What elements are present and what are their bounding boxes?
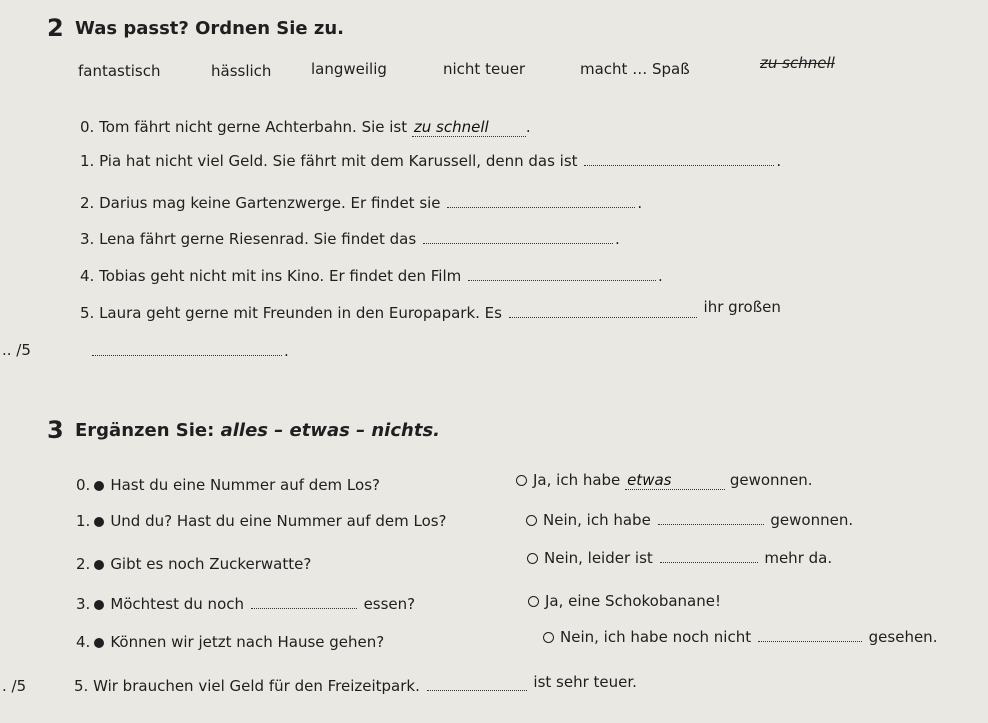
- sentence-text-after: ist sehr teuer.: [533, 673, 637, 691]
- question-text: Hast du eine Nummer auf dem Los?: [110, 476, 380, 494]
- answer-text-after: gesehen.: [868, 628, 938, 646]
- exercise-2-number: 2: [47, 14, 64, 42]
- sentence-text: 5. Laura geht gerne mit Freunden in den Europapark. Es: [80, 304, 502, 322]
- word-box-item: macht … Spaß: [580, 60, 690, 78]
- answer-blank[interactable]: [251, 594, 357, 609]
- exercise-3-title: [75, 420, 440, 441]
- speaker-b-bullet-icon: [516, 475, 527, 486]
- item-number: 0.: [76, 476, 91, 494]
- title-text: Ergänzen Sie:: [75, 420, 221, 441]
- sentence-end: .: [284, 342, 289, 360]
- dialog-question-0: [76, 476, 380, 494]
- speaker-a-bullet-icon: [94, 517, 104, 527]
- exercise-2-title: Was passt? Ordnen Sie zu.: [75, 18, 345, 39]
- sentence-end: .: [525, 118, 531, 136]
- sentence-text: 5. Wir brauchen viel Geld für den Freizeitpark.: [74, 677, 420, 695]
- speaker-b-bullet-icon: [528, 596, 539, 607]
- sentence-text: 0. Tom fährt nicht gerne Achterbahn. Sie ist: [80, 118, 408, 136]
- dialog-answer-0: [516, 471, 813, 490]
- title-words: alles – etwas – nichts.: [220, 420, 440, 441]
- sentence-4: [80, 266, 663, 285]
- dialog-answer-4: [543, 627, 937, 646]
- item-number: 2.: [76, 555, 91, 573]
- score-box: .. /5: [2, 341, 31, 359]
- sentence-end: .: [776, 152, 782, 170]
- question-text-after: essen?: [363, 595, 416, 613]
- speaker-b-bullet-icon: [543, 632, 554, 643]
- item-number: 1.: [76, 512, 91, 530]
- answer-blank[interactable]: [660, 548, 758, 563]
- score-box: . /5: [2, 677, 27, 695]
- handwritten-answer: zu schnell: [412, 118, 526, 137]
- sentence-end: .: [614, 230, 620, 248]
- sentence-3: [80, 229, 620, 248]
- dialog-answer-2: [527, 548, 832, 567]
- answer-blank[interactable]: [758, 627, 862, 642]
- sentence-text: 4. Tobias geht nicht mit ins Kino. Er findet den Film: [80, 267, 462, 285]
- answer-blank[interactable]: [427, 676, 527, 691]
- answer-text: Ja, eine Schokobanane!: [545, 592, 721, 610]
- speaker-a-bullet-icon: [94, 481, 104, 491]
- dialog-question-4: [76, 633, 384, 651]
- speaker-b-bullet-icon: [526, 515, 537, 526]
- sentence-text: 1. Pia hat nicht viel Geld. Sie fährt mit dem Karussell, denn das ist: [80, 152, 578, 170]
- question-text: Und du? Hast du eine Nummer auf dem Los?: [110, 512, 447, 530]
- question-text: Gibt es noch Zuckerwatte?: [110, 555, 312, 573]
- dialog-question-3: [76, 594, 415, 613]
- word-box-item-crossed: zu schnell: [760, 54, 835, 72]
- item-number: 3.: [76, 595, 91, 613]
- answer-blank[interactable]: [509, 303, 697, 318]
- word-box-item: langweilig: [311, 60, 387, 78]
- answer-blank[interactable]: [468, 266, 656, 281]
- speaker-b-bullet-icon: [527, 553, 538, 564]
- answer-blank[interactable]: [584, 151, 774, 166]
- answer-blank[interactable]: [658, 510, 764, 525]
- answer-text: Nein, ich habe noch nicht: [560, 628, 752, 646]
- question-text: Möchtest du noch: [110, 595, 244, 613]
- answer-text-after: gewonnen.: [770, 511, 854, 529]
- sentence-5-ex3: [74, 673, 637, 695]
- word-box-item: fantastisch: [78, 62, 161, 80]
- sentence-0: [80, 118, 531, 137]
- answer-text-after: gewonnen.: [729, 471, 813, 489]
- sentence-end: .: [637, 194, 643, 212]
- sentence-text: 2. Darius mag keine Gartenzwerge. Er findet sie: [80, 194, 441, 212]
- speaker-a-bullet-icon: [94, 638, 104, 648]
- answer-text: Nein, ich habe: [543, 511, 651, 529]
- answer-blank[interactable]: [447, 193, 635, 208]
- answer-text-after: mehr da.: [764, 549, 833, 567]
- sentence-text-after: ihr großen: [703, 298, 781, 316]
- answer-blank[interactable]: [92, 341, 282, 356]
- answer-text: Ja, ich habe: [533, 471, 621, 489]
- dialog-answer-3: [528, 592, 721, 610]
- sentence-end: .: [658, 267, 663, 285]
- sentence-1: [80, 151, 781, 170]
- question-text: Können wir jetzt nach Hause gehen?: [110, 633, 385, 651]
- word-box-item: nicht teuer: [443, 60, 526, 78]
- dialog-answer-1: [526, 510, 853, 529]
- answer-text: Nein, leider ist: [544, 549, 653, 567]
- word-box-item: hässlich: [211, 62, 272, 80]
- answer-blank[interactable]: [423, 229, 613, 244]
- speaker-a-bullet-icon: [94, 560, 104, 570]
- dialog-question-1: [76, 512, 447, 530]
- dialog-question-2: [76, 555, 311, 573]
- speaker-a-bullet-icon: [94, 600, 104, 610]
- handwritten-answer: etwas: [625, 471, 725, 490]
- sentence-text: 3. Lena fährt gerne Riesenrad. Sie findet das: [80, 230, 417, 248]
- sentence-5-continuation: [90, 341, 289, 360]
- item-number: 4.: [76, 633, 91, 651]
- sentence-2: [80, 193, 642, 212]
- exercise-3-number: 3: [47, 416, 64, 444]
- sentence-5: [80, 298, 781, 322]
